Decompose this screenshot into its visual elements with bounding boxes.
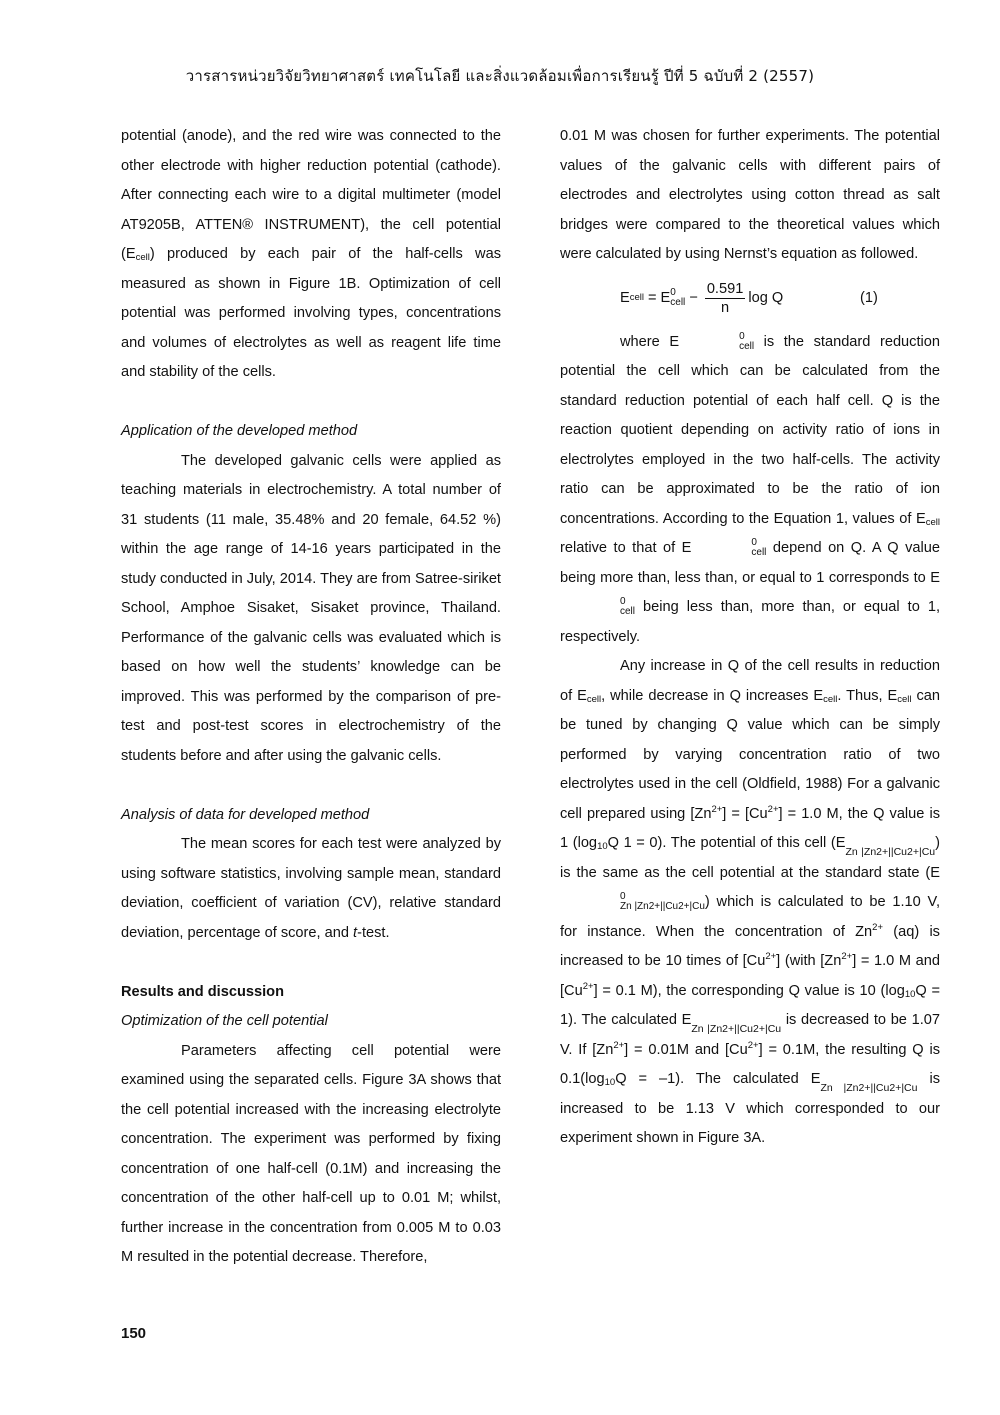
equation-number: (1) xyxy=(860,289,878,306)
page-number: 150 xyxy=(121,1325,147,1342)
section-heading: Results and discussion xyxy=(121,983,285,1000)
paragraph: 0.01 M was chosen for further experiments. The potential values of the galvanic cells with different pairs of electrodes and electrolytes using cotton thread as salt bridges were compared to the theoretical values which were calculated by using Nernst’s equation as followed. xyxy=(560,128,940,262)
left-column xyxy=(121,122,501,1273)
paragraph: The mean scores for each test were analyzed by using software statistics, involving sample mean, standard deviation, coefficient of variation (CV), relative standard deviation, percentage of score, and t-test. xyxy=(121,836,501,941)
paragraph: Any increase in Q of the cell results in reduction of $E_{cell}$, while decrease in Q increases $E_{cell}$. Thus, $E_{cell}$ can be tuned by changing Q value which can be simply performed by varying concentration ratio of two electrolytes used in the cell (Oldfield, 1988) For a galvanic cell prepared using $[Zn^{2+}] = [Cu^{2+}] = 1.0$ M, the Q value is 1 ($\log_{10}Q$ 1 = 0). The potential of this cell $(E_{Zn |Zn2+||Cu2+|Cu})$ is the same as the cell potential at the standard state (E 0 Zn |Zn2+||Cu2+|Cu ) which is calculated to be 1.10 V, for instance. When the concentration of $Zn^{2+}$ (aq) is increased to be 10 times of $[Cu^{2+}]$ (with $[Zn^{2+}] = 1.0$ M and $[Cu^{2+}] = 0.1$ M), the corresponding Q value is 10 $(\log_{10}Q = 1)$. The calculated $E_{Zn |Zn2+||Cu2+|Cu}$ is decreased to be 1.07 V. If $[Zn^{2+}] = 0.01M$ and $[Cu^{2+}] = 0.1M$, the resulting Q is $0.1(\log_{10}Q = -1)$. The calculated $E_{Zn |Zn2+||Cu2+|Cu}$ is increased to be 1.13 V which corresponded to our experiment shown in Figure 3A. xyxy=(560,658,941,1146)
paragraph: potential (anode), and the red wire was connected to the other electrode with higher reduction potential (cathode). After connecting each wire to a digital multimeter (model AT9205B, ATTEN® INSTRUMENT), the cell potential $(E_{cell})$ produced by each pair of the half-cells was measured as shown in Figure 1B. Optimization of cell potential was performed involving types, concentrations and volumes of electrolytes as well as reagent life time and stability of the cells. xyxy=(121,128,501,380)
journal-header: วารสารหน่วยวิจัยวิทยาศาสตร์ เทคโนโลยี และสิ่งแวดล้อมเพื่อการเรียนรู้ ปีที่ 5 ฉบับที่ 2 (2557) xyxy=(185,67,815,85)
section-heading: Application of the developed method xyxy=(121,423,358,439)
right-column xyxy=(560,122,940,1154)
nernst-equation: E cell = E 0 cell − $\frac{0.591}{n}$ log Q (1) xyxy=(620,280,878,316)
section-heading: Analysis of data for developed method xyxy=(121,806,370,823)
subsection-heading: Optimization of the cell potential xyxy=(121,1013,328,1029)
paragraph: Parameters affecting cell potential were examined using the separated cells. Figure 3A shows that the cell potential increased with the increasing electrolyte concentration. The experiment was performed by fixing concentration of one half-cell (0.1M) and increasing the concentration of the other half-cell up to 0.01 M; whilst, further increase in the concentration from 0.005 M to 0.03 M resulted in the potential decrease. Therefore, xyxy=(121,1042,501,1265)
paragraph: The developed galvanic cells were applied as teaching materials in electrochemistry. A total number of 31 students (11 male, 35.48% and 20 female, 64.52 %) within the age range of 14-16 years participated in the study conducted in July, 2014. They are from Satree-siriket School, Amphoe Sisaket, Sisaket province, Thailand. Performance of the galvanic cells was evaluated which is based on how well the students’ knowledge can be improved. This was performed by the comparison of pre-test and post-test scores in electrochemistry of the students before and after using the galvanic cells. xyxy=(121,452,501,764)
paragraph: where E 0 cell is the standard reduction potential the cell which can be calculated from the standard reduction potential of each half cell. Q is the reaction quotient depending on activity ratio of ions in electrolytes employed in the two half-cells. The activity ratio can be approximated to be the ratio of ion concentrations. According to the Equation 1, values of $E_{cell}$ relative to that of E 0 cell depend on Q. A Q value being more than, less than, or equal to 1 corresponds to E 0 cell being less than, more than, or equal to 1, respectively. xyxy=(560,330,941,645)
